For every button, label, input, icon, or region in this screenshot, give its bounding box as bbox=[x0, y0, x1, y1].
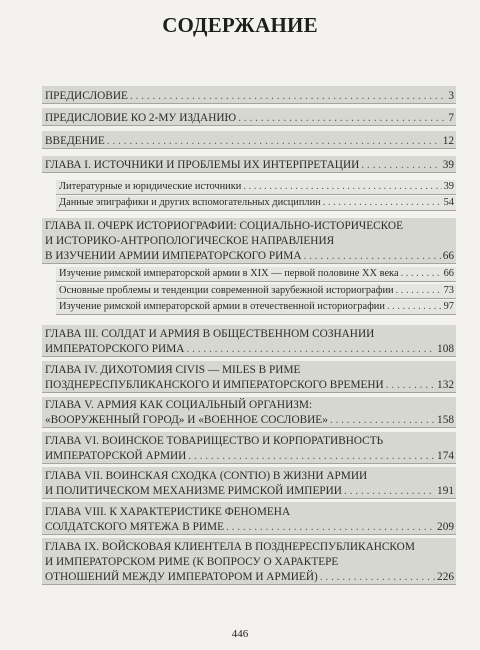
toc-entry-title: И ПОЛИТИЧЕСКОМ МЕХАНИЗМЕ РИМСКОЙ ИМПЕРИИ bbox=[45, 485, 342, 497]
toc-entry-line bbox=[45, 134, 454, 148]
toc-entry-line bbox=[59, 300, 454, 314]
dot-leader bbox=[387, 300, 442, 314]
toc-entry-title: ПОЗДНЕРЕСПУБЛИКАНСКОГО И ИМПЕРАТОРСКОГО ВРЕМЕНИ bbox=[45, 379, 384, 391]
toc-entry-title: ГЛАВА I. ИСТОЧНИКИ И ПРОБЛЕМЫ ИХ ИНТЕРПРЕТАЦИИ bbox=[45, 159, 360, 171]
toc-entry-title: ГЛАВА VIII. К ХАРАКТЕРИСТИКЕ ФЕНОМЕНА bbox=[45, 506, 291, 518]
dot-leader bbox=[320, 570, 435, 584]
toc-entry-line bbox=[45, 469, 454, 483]
toc-entry bbox=[42, 108, 456, 126]
toc-entry-line bbox=[59, 284, 454, 298]
dot-leader bbox=[396, 284, 442, 298]
toc-entry-title: Литературные и юридические источники bbox=[59, 181, 242, 192]
dot-leader bbox=[330, 413, 435, 427]
toc-subentry bbox=[56, 284, 456, 299]
toc-subentry bbox=[56, 300, 456, 315]
toc-entry-line bbox=[59, 180, 454, 194]
toc-entry-title: Данные эпиграфики и других вспомогательных дисциплин bbox=[59, 197, 321, 208]
toc-page-number: 132 bbox=[437, 379, 454, 391]
dot-leader bbox=[188, 449, 435, 463]
toc-entry-line bbox=[45, 158, 454, 172]
toc-page-number: 191 bbox=[437, 485, 454, 497]
toc-page-number: 66 bbox=[442, 250, 454, 262]
toc-entry-title: Изучение римской императорской армии в XIX — первой половине XX века bbox=[59, 268, 399, 279]
toc-page-number: 174 bbox=[437, 450, 454, 462]
toc-entry-line bbox=[45, 89, 454, 103]
toc-entry-line bbox=[45, 363, 454, 377]
toc-entry-line bbox=[45, 342, 454, 356]
toc-entry-title: ПРЕДИСЛОВИЕ bbox=[45, 90, 128, 102]
toc-entry-line bbox=[45, 111, 454, 125]
toc-entry-title: ГЛАВА VII. ВОИНСКАЯ СХОДКА (CONTIO) В ЖИЗНИ АРМИИ bbox=[45, 470, 368, 482]
toc-page-number: 39 bbox=[442, 159, 454, 171]
toc-entry-title: ГЛАВА V. АРМИЯ КАК СОЦИАЛЬНЫЙ ОРГАНИЗМ: bbox=[45, 399, 313, 411]
dot-leader bbox=[361, 158, 440, 172]
toc-entry-line bbox=[59, 267, 454, 281]
toc-subentry bbox=[56, 180, 456, 195]
toc-page-number: 66 bbox=[443, 268, 454, 279]
toc-entry-title: ИМПЕРАТОРСКОЙ АРМИИ bbox=[45, 450, 187, 462]
toc-entry-line bbox=[45, 219, 454, 233]
toc-entry bbox=[42, 218, 456, 264]
toc-entry-title: И ИМПЕРАТОРСКОМ РИМЕ (К ВОПРОСУ О ХАРАКТЕРЕ bbox=[45, 556, 339, 568]
dot-leader bbox=[323, 196, 442, 210]
toc-page-number: 7 bbox=[448, 112, 454, 124]
dot-leader bbox=[303, 249, 440, 263]
dot-leader bbox=[243, 180, 441, 194]
toc-entry-line bbox=[45, 555, 454, 569]
dot-leader bbox=[186, 342, 435, 356]
toc-entry-title: ИМПЕРАТОРСКОГО РИМА bbox=[45, 343, 185, 355]
dot-leader bbox=[107, 134, 441, 148]
toc-entry-title: ГЛАВА III. СОЛДАТ И АРМИЯ В ОБЩЕСТВЕННОМ СОЗНАНИИ bbox=[45, 328, 375, 340]
toc-entry bbox=[42, 467, 456, 499]
toc-entry-line bbox=[45, 378, 454, 392]
toc-entry-line bbox=[45, 540, 454, 554]
toc-page-number: 39 bbox=[443, 181, 454, 192]
toc-entry bbox=[42, 538, 456, 585]
toc-entry-title: ВВЕДЕНИЕ bbox=[45, 135, 105, 147]
toc-entry-line bbox=[45, 570, 454, 584]
toc-entry bbox=[42, 325, 456, 357]
toc-entry bbox=[42, 397, 456, 428]
toc-entry-line bbox=[45, 249, 454, 263]
toc-page-number: 3 bbox=[448, 90, 454, 102]
toc-subentry bbox=[56, 267, 456, 282]
toc-entry-line bbox=[45, 398, 454, 412]
toc-entry-title: В ИЗУЧЕНИИ АРМИИ ИМПЕРАТОРСКОГО РИМА bbox=[45, 250, 302, 262]
toc-page-number: 54 bbox=[443, 197, 454, 208]
toc-entry bbox=[42, 361, 456, 393]
toc-entry bbox=[42, 432, 456, 464]
page-number: 446 bbox=[231, 628, 249, 640]
dot-leader bbox=[344, 484, 435, 498]
dot-leader bbox=[401, 267, 442, 281]
toc-entry-line bbox=[45, 520, 454, 534]
toc-entry-title: Изучение римской императорской армии в отечественной историографии bbox=[59, 301, 385, 312]
toc-entry-line bbox=[59, 196, 454, 210]
toc-entry bbox=[42, 86, 456, 104]
toc-page-number: 158 bbox=[437, 414, 454, 426]
toc-page-number: 108 bbox=[437, 343, 454, 355]
toc-entry-line bbox=[45, 484, 454, 498]
toc-entry-line bbox=[45, 413, 454, 427]
toc-entry-title: Основные проблемы и тенденции современной зарубежной историографии bbox=[59, 285, 394, 296]
toc-entry bbox=[42, 131, 456, 149]
toc-entry-title: СОЛДАТСКОГО МЯТЕЖА В РИМЕ bbox=[45, 521, 224, 533]
toc-page-number: 97 bbox=[443, 301, 454, 312]
dot-leader bbox=[238, 111, 446, 125]
toc-entry-title: И ИСТОРИКО-АНТРОПОЛОГИЧЕСКОЕ НАПРАВЛЕНИЯ bbox=[45, 235, 335, 247]
page-title: СОДЕРЖАНИЕ bbox=[162, 13, 318, 37]
toc-entry-title: ПРЕДИСЛОВИЕ КО 2-МУ ИЗДАНИЮ bbox=[45, 112, 237, 124]
toc-entry-line bbox=[45, 449, 454, 463]
toc-page-number: 12 bbox=[442, 135, 454, 147]
toc-entry-title: ОТНОШЕНИЙ МЕЖДУ ИМПЕРАТОРОМ И АРМИЕЙ) bbox=[45, 571, 318, 583]
toc-page-number: 209 bbox=[437, 521, 454, 533]
toc-entry-line bbox=[45, 234, 454, 248]
toc-subentry bbox=[56, 196, 456, 211]
toc-page-number: 73 bbox=[443, 285, 454, 296]
toc-entry bbox=[42, 502, 456, 535]
dot-leader bbox=[226, 520, 435, 534]
toc-entry-line bbox=[45, 327, 454, 341]
toc-entry-title: ГЛАВА VI. ВОИНСКОЕ ТОВАРИЩЕСТВО И КОРПОРАТИВНОСТЬ bbox=[45, 435, 384, 447]
dot-leader bbox=[130, 89, 446, 103]
toc-entry bbox=[42, 156, 456, 173]
toc-entry-line bbox=[45, 434, 454, 448]
toc-entry-title: ГЛАВА IV. ДИХОТОМИЯ CIVIS — MILES В РИМЕ bbox=[45, 364, 301, 376]
toc-entry-title: ГЛАВА II. ОЧЕРК ИСТОРИОГРАФИИ: СОЦИАЛЬНО-ИСТОРИЧЕСКОЕ bbox=[45, 220, 403, 232]
toc-entry-title: «ВООРУЖЕННЫЙ ГОРОД» И «ВОЕННОЕ СОСЛОВИЕ» bbox=[45, 414, 328, 426]
toc-page-number: 226 bbox=[437, 571, 454, 583]
toc-entry-title: ГЛАВА IX. ВОЙСКОВАЯ КЛИЕНТЕЛА В ПОЗДНЕРЕСПУБЛИКАНСКОМ bbox=[45, 541, 415, 553]
toc-entry-line bbox=[45, 505, 454, 519]
dot-leader bbox=[386, 378, 435, 392]
